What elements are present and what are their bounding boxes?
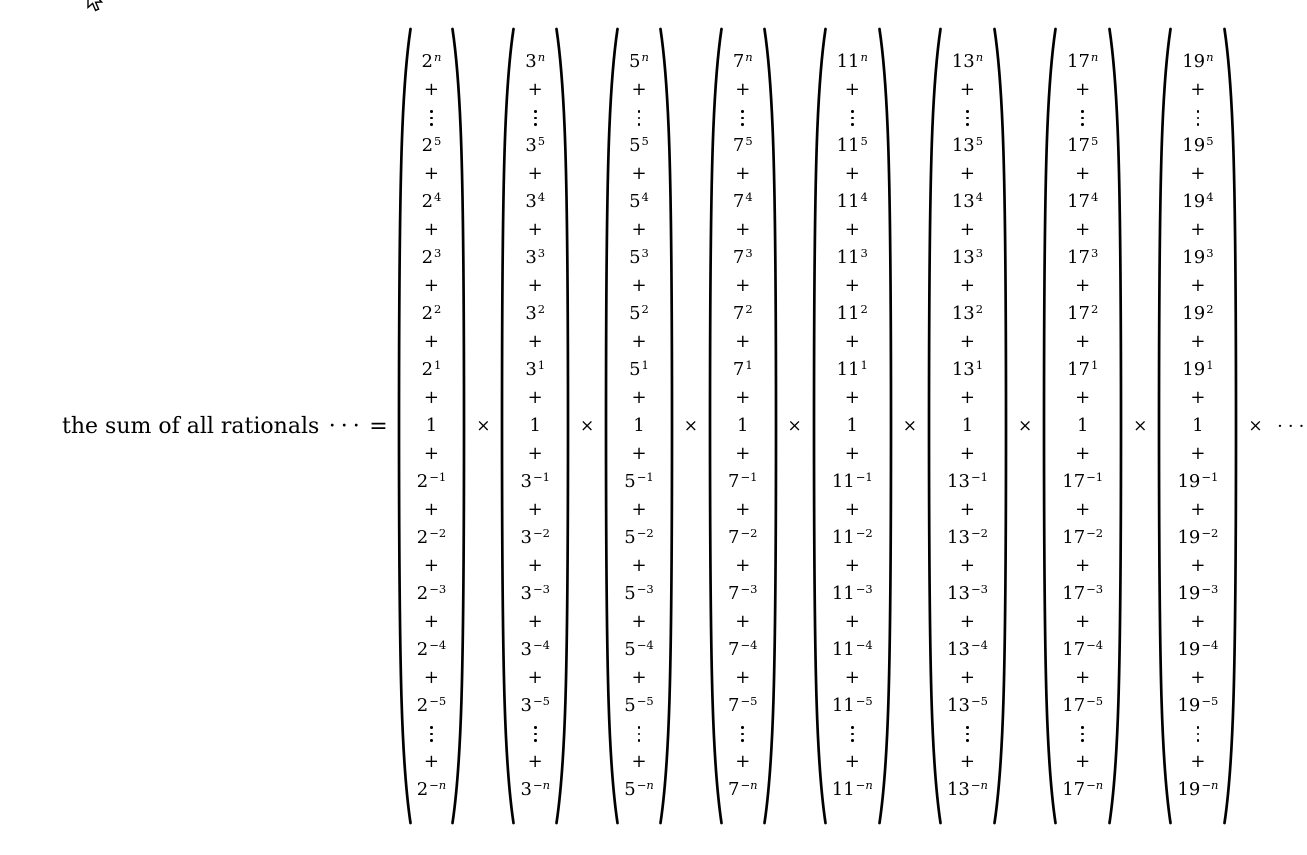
term-value: 1 <box>529 415 541 436</box>
term-value: 11 $^5$ <box>836 133 868 156</box>
close-paren-icon <box>451 26 466 826</box>
term-value: 5 $^{-n}$ <box>624 777 654 800</box>
plus-sign: + <box>527 751 543 772</box>
term-value: 13 $^{-1}$ <box>947 469 988 492</box>
plus-sign: + <box>1075 499 1091 520</box>
term-value: 13 $^{-3}$ <box>947 581 988 604</box>
term-value: 3 $^{-n}$ <box>520 777 550 800</box>
trailing-cdots: · · · <box>1277 415 1305 437</box>
close-paren-icon <box>1223 26 1238 826</box>
plus-sign: + <box>423 611 439 632</box>
term-value: 17 $^5$ <box>1067 133 1099 156</box>
plus-sign: + <box>959 555 976 576</box>
plus-sign: + <box>527 163 543 184</box>
term-value: 1 <box>1192 415 1204 436</box>
vertical-dots-icon <box>534 104 537 132</box>
plus-sign: + <box>959 611 976 632</box>
plus-sign: + <box>735 79 751 100</box>
open-paren-icon <box>1042 26 1057 826</box>
plus-sign: + <box>844 667 860 688</box>
factor-5 <box>604 26 674 826</box>
plus-sign: + <box>1075 443 1091 464</box>
multiplication-sign: × <box>476 416 491 436</box>
term-value: 7 $^{-4}$ <box>728 637 758 660</box>
term-value: 1 <box>1076 415 1089 436</box>
plus-sign: + <box>423 331 439 352</box>
multiplication-sign: × <box>902 416 917 436</box>
term-value: 11 $^1$ <box>836 357 868 380</box>
plus-sign: + <box>844 163 860 184</box>
plus-sign: + <box>631 443 647 464</box>
open-paren-icon <box>812 26 827 826</box>
terms-column <box>942 26 993 826</box>
vertical-dots-icon <box>638 104 641 132</box>
term-value: 3 $^{-1}$ <box>520 469 550 492</box>
term-value: 5 $^1$ <box>629 357 649 380</box>
equals-sign: = <box>369 413 388 439</box>
plus-sign: + <box>735 163 751 184</box>
term-value: 13 $^{-5}$ <box>947 693 988 716</box>
factor-3 <box>500 26 570 826</box>
plus-sign: + <box>527 555 543 576</box>
plus-sign: + <box>844 555 860 576</box>
plus-sign: + <box>423 751 439 772</box>
plus-sign: + <box>423 387 439 408</box>
plus-sign: + <box>1075 219 1091 240</box>
open-paren-icon <box>708 26 723 826</box>
plus-sign: + <box>423 79 439 100</box>
term-value: 13 $^3$ <box>951 245 984 268</box>
plus-sign: + <box>631 219 647 240</box>
plus-sign: + <box>631 163 647 184</box>
term-value: 2 $^5$ <box>421 133 442 156</box>
plus-sign: + <box>959 331 976 352</box>
close-paren-icon <box>1108 26 1123 826</box>
term-value: 3 $^{-3}$ <box>520 581 550 604</box>
term-value: 2 $^4$ <box>421 189 442 212</box>
plus-sign: + <box>423 163 439 184</box>
term-value: 17 $^3$ <box>1067 245 1099 268</box>
multiplication-sign: × <box>1248 416 1263 436</box>
term-value: 2 $^{-4}$ <box>416 637 447 660</box>
term-value: 7 $^4$ <box>732 189 753 212</box>
close-paren-icon <box>555 26 570 826</box>
term-value: 3 $^5$ <box>525 133 546 156</box>
terms-column <box>1057 26 1108 826</box>
plus-sign: + <box>735 751 751 772</box>
plus-sign: + <box>844 387 860 408</box>
term-value: 7 $^{-n}$ <box>728 777 758 800</box>
plus-sign: + <box>1075 751 1091 772</box>
plus-sign: + <box>844 275 860 296</box>
plus-sign: + <box>1075 555 1091 576</box>
vertical-dots-icon <box>638 720 641 748</box>
plus-sign: + <box>735 219 751 240</box>
vertical-dots-icon <box>1197 104 1200 132</box>
term-value: 7 $^n$ <box>732 49 753 72</box>
term-value: 19 $^2$ <box>1182 301 1214 324</box>
term-value: 1 <box>737 415 749 436</box>
term-value: 19 $^{-1}$ <box>1177 469 1219 492</box>
term-value: 19 $^4$ <box>1182 189 1214 212</box>
plus-sign: + <box>735 275 751 296</box>
term-value: 1 <box>961 415 974 436</box>
open-paren-icon <box>604 26 619 826</box>
term-value: 3 $^{-5}$ <box>520 693 550 716</box>
plus-sign: + <box>527 79 543 100</box>
term-value: 3 $^1$ <box>525 357 546 380</box>
term-value: 7 $^{-1}$ <box>728 469 758 492</box>
plus-sign: + <box>1190 751 1206 772</box>
equation-label: the sum of all rationals <box>62 413 320 439</box>
term-value: 11 $^2$ <box>836 301 868 324</box>
plus-sign: + <box>1190 499 1206 520</box>
plus-sign: + <box>1190 611 1206 632</box>
term-value: 19 $^n$ <box>1182 49 1214 72</box>
term-value: 17 $^{-n}$ <box>1062 777 1104 800</box>
term-value: 5 $^{-1}$ <box>624 469 654 492</box>
term-value: 11 $^n$ <box>836 49 868 72</box>
term-value: 1 <box>846 415 858 436</box>
term-value: 2 $^{-n}$ <box>416 777 447 800</box>
plus-sign: + <box>1190 387 1206 408</box>
plus-sign: + <box>735 499 751 520</box>
plus-sign: + <box>1190 555 1206 576</box>
plus-sign: + <box>735 555 751 576</box>
plus-sign: + <box>959 667 976 688</box>
plus-sign: + <box>527 611 543 632</box>
multiplication-sign: × <box>787 416 802 436</box>
terms-column <box>723 26 763 826</box>
multiplication-sign: × <box>1017 416 1033 436</box>
term-value: 13 $^4$ <box>951 189 984 212</box>
plus-sign: + <box>631 275 647 296</box>
plus-sign: + <box>1190 331 1206 352</box>
equation <box>62 26 1307 826</box>
term-value: 5 $^{-3}$ <box>624 581 654 604</box>
plus-sign: + <box>844 499 860 520</box>
term-value: 19 $^5$ <box>1182 133 1214 156</box>
plus-sign: + <box>1190 667 1206 688</box>
plus-sign: + <box>959 387 976 408</box>
vertical-dots-icon <box>430 720 433 748</box>
term-value: 5 $^{-4}$ <box>624 637 654 660</box>
term-value: 17 $^1$ <box>1067 357 1099 380</box>
plus-sign: + <box>1075 387 1091 408</box>
term-value: 5 $^{-5}$ <box>624 693 654 716</box>
close-paren-icon <box>993 26 1008 826</box>
term-value: 13 $^2$ <box>951 301 984 324</box>
vertical-dots-icon <box>1197 720 1200 748</box>
term-value: 7 $^{-3}$ <box>728 581 758 604</box>
plus-sign: + <box>423 499 439 520</box>
plus-sign: + <box>959 79 976 100</box>
plus-sign: + <box>1075 331 1091 352</box>
open-paren-icon <box>500 26 515 826</box>
plus-sign: + <box>423 275 439 296</box>
term-value: 19 $^1$ <box>1182 357 1214 380</box>
plus-sign: + <box>423 443 439 464</box>
plus-sign: + <box>423 667 439 688</box>
vertical-dots-icon <box>851 720 854 748</box>
term-value: 2 $^{-1}$ <box>416 469 447 492</box>
plus-sign: + <box>844 219 860 240</box>
plus-sign: + <box>423 219 439 240</box>
plus-sign: + <box>1075 163 1091 184</box>
term-value: 2 $^{-5}$ <box>416 693 447 716</box>
plus-sign: + <box>959 443 976 464</box>
plus-sign: + <box>1075 79 1091 100</box>
term-value: 13 $^1$ <box>951 357 984 380</box>
term-value: 3 $^n$ <box>525 49 546 72</box>
plus-sign: + <box>631 331 647 352</box>
terms-column <box>827 26 878 826</box>
plus-sign: + <box>1190 163 1206 184</box>
term-value: 11 $^{-5}$ <box>831 693 873 716</box>
plus-sign: + <box>1075 611 1091 632</box>
term-value: 11 $^{-2}$ <box>831 525 873 548</box>
vertical-dots-icon <box>966 104 969 132</box>
term-value: 5 $^2$ <box>629 301 649 324</box>
term-value: 17 $^4$ <box>1067 189 1099 212</box>
plus-sign: + <box>527 387 543 408</box>
vertical-dots-icon <box>1081 720 1084 748</box>
plus-sign: + <box>527 667 543 688</box>
vertical-dots-icon <box>430 104 433 132</box>
plus-sign: + <box>844 443 860 464</box>
term-value: 3 $^4$ <box>525 189 546 212</box>
term-value: 7 $^{-5}$ <box>728 693 758 716</box>
term-value: 2 $^3$ <box>421 245 442 268</box>
plus-sign: + <box>631 611 647 632</box>
term-value: 3 $^{-4}$ <box>520 637 550 660</box>
term-value: 7 $^1$ <box>732 357 753 380</box>
plus-sign: + <box>735 387 751 408</box>
close-paren-icon <box>659 26 674 826</box>
plus-sign: + <box>527 219 543 240</box>
term-value: 7 $^3$ <box>732 245 753 268</box>
term-value: 17 $^n$ <box>1067 49 1099 72</box>
plus-sign: + <box>631 79 647 100</box>
multiplication-sign: × <box>1133 416 1148 436</box>
terms-column <box>412 26 452 826</box>
vertical-dots-icon <box>741 720 744 748</box>
factor-17 <box>1042 26 1123 826</box>
plus-sign: + <box>631 387 647 408</box>
label-cdots: · · · <box>328 413 360 439</box>
term-value: 1 <box>633 415 645 436</box>
vertical-dots-icon <box>1081 104 1084 132</box>
plus-sign: + <box>1075 667 1091 688</box>
plus-sign: + <box>527 443 543 464</box>
plus-sign: + <box>527 275 543 296</box>
term-value: 19 $^{-2}$ <box>1177 525 1219 548</box>
term-value: 5 $^4$ <box>629 189 649 212</box>
term-value: 3 $^2$ <box>525 301 546 324</box>
term-value: 2 $^n$ <box>421 49 442 72</box>
open-paren-icon <box>1157 26 1172 826</box>
term-value: 1 <box>425 415 438 436</box>
term-value: 3 $^{-2}$ <box>520 525 550 548</box>
plus-sign: + <box>959 751 976 772</box>
factor-19 <box>1157 26 1238 826</box>
term-value: 17 $^{-5}$ <box>1062 693 1104 716</box>
vertical-dots-icon <box>851 104 854 132</box>
term-value: 19 $^{-3}$ <box>1177 581 1219 604</box>
term-value: 5 $^n$ <box>629 49 649 72</box>
term-value: 17 $^{-1}$ <box>1062 469 1104 492</box>
close-paren-icon <box>878 26 893 826</box>
term-value: 13 $^5$ <box>951 133 984 156</box>
term-value: 2 $^2$ <box>421 301 442 324</box>
plus-sign: + <box>631 499 647 520</box>
term-value: 17 $^{-3}$ <box>1062 581 1104 604</box>
vertical-dots-icon <box>741 104 744 132</box>
factor-7 <box>708 26 778 826</box>
open-paren-icon <box>927 26 942 826</box>
plus-sign: + <box>959 275 976 296</box>
term-value: 17 $^{-4}$ <box>1062 637 1104 660</box>
plus-sign: + <box>735 611 751 632</box>
term-value: 13 $^n$ <box>951 49 984 72</box>
plus-sign: + <box>844 751 860 772</box>
term-value: 2 $^{-3}$ <box>416 581 447 604</box>
plus-sign: + <box>1075 275 1091 296</box>
term-value: 11 $^3$ <box>836 245 868 268</box>
term-value: 7 $^{-2}$ <box>728 525 758 548</box>
term-value: 13 $^{-n}$ <box>946 777 988 800</box>
term-value: 19 $^{-n}$ <box>1177 777 1219 800</box>
term-value: 7 $^5$ <box>732 133 753 156</box>
terms-column <box>1172 26 1223 826</box>
plus-sign: + <box>735 443 751 464</box>
term-value: 19 $^3$ <box>1182 245 1214 268</box>
term-value: 19 $^{-4}$ <box>1177 637 1219 660</box>
plus-sign: + <box>844 79 860 100</box>
term-value: 11 $^4$ <box>836 189 868 212</box>
factors-row <box>397 26 1307 826</box>
plus-sign: + <box>735 667 751 688</box>
plus-sign: + <box>631 751 647 772</box>
term-value: 11 $^{-n}$ <box>831 777 873 800</box>
plus-sign: + <box>959 219 976 240</box>
multiplication-sign: × <box>683 416 698 436</box>
factor-2 <box>397 26 467 826</box>
term-value: 2 $^{-2}$ <box>416 525 447 548</box>
mouse-cursor-icon <box>86 0 105 14</box>
term-value: 13 $^{-4}$ <box>947 637 988 660</box>
plus-sign: + <box>1190 275 1206 296</box>
term-value: 11 $^{-4}$ <box>831 637 873 660</box>
plus-sign: + <box>959 163 976 184</box>
plus-sign: + <box>527 331 543 352</box>
term-value: 13 $^{-2}$ <box>947 525 988 548</box>
plus-sign: + <box>1190 79 1206 100</box>
open-paren-icon <box>397 26 412 826</box>
plus-sign: + <box>423 555 439 576</box>
plus-sign: + <box>527 499 543 520</box>
term-value: 5 $^5$ <box>629 133 649 156</box>
plus-sign: + <box>631 667 647 688</box>
term-value: 17 $^{-2}$ <box>1062 525 1104 548</box>
term-value: 11 $^{-3}$ <box>831 581 873 604</box>
plus-sign: + <box>844 331 860 352</box>
term-value: 7 $^2$ <box>732 301 753 324</box>
factor-13 <box>927 26 1008 826</box>
term-value: 3 $^3$ <box>525 245 546 268</box>
plus-sign: + <box>844 611 860 632</box>
plus-sign: + <box>959 499 976 520</box>
term-value: 2 $^1$ <box>421 357 442 380</box>
terms-column <box>619 26 659 826</box>
plus-sign: + <box>735 331 751 352</box>
plus-sign: + <box>1190 219 1206 240</box>
multiplication-sign: × <box>579 416 595 436</box>
vertical-dots-icon <box>534 720 537 748</box>
term-value: 19 $^{-5}$ <box>1177 693 1219 716</box>
term-value: 11 $^{-1}$ <box>831 469 873 492</box>
plus-sign: + <box>631 555 647 576</box>
term-value: 5 $^{-2}$ <box>624 525 654 548</box>
vertical-dots-icon <box>966 720 969 748</box>
close-paren-icon <box>763 26 778 826</box>
term-value: 5 $^3$ <box>629 245 649 268</box>
terms-column <box>515 26 555 826</box>
plus-sign: + <box>1190 443 1206 464</box>
term-value: 17 $^2$ <box>1067 301 1099 324</box>
factor-11 <box>812 26 893 826</box>
